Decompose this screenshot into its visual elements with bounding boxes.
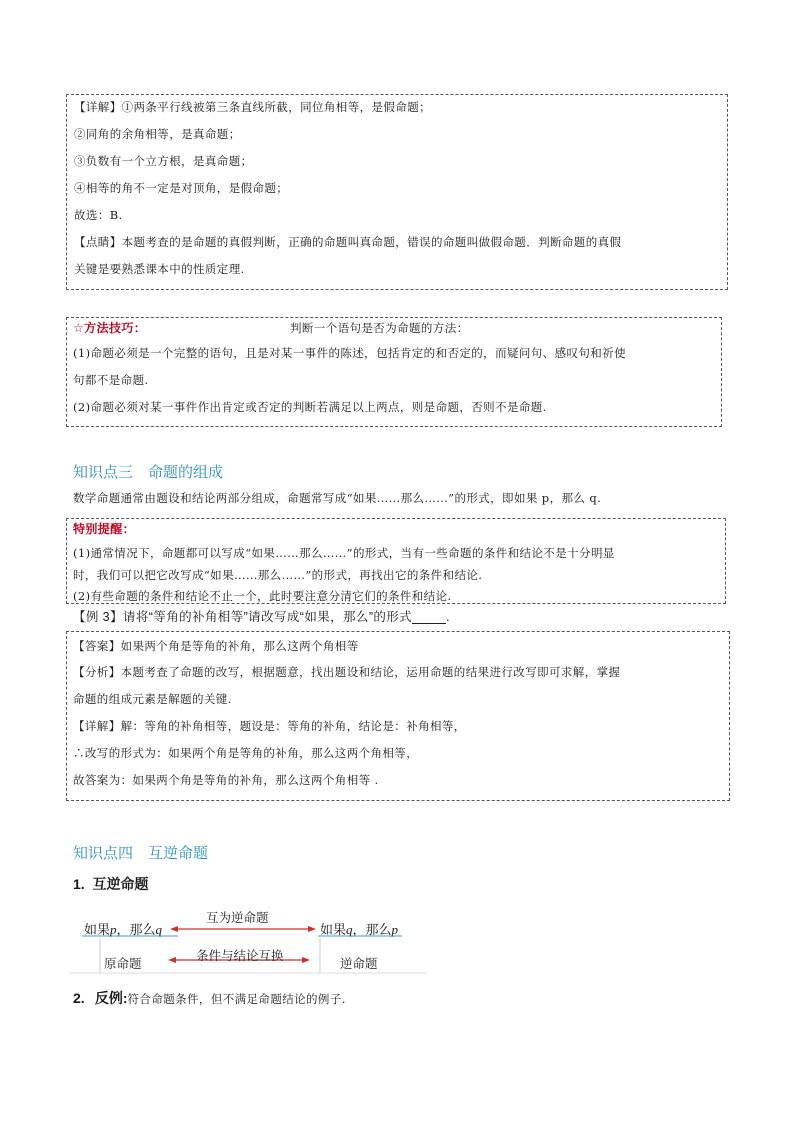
mutual-converse-label: 互为逆命题 <box>206 911 269 925</box>
detail-line-5: 故选：B. <box>74 208 123 222</box>
subsection-2-number: 2. <box>73 990 85 1006</box>
method-tips-line-1: (1)命题必须是一个完整的语句，且是对某一事件的陈述，包括肯定的和否定的，而疑问句、感叹句和祈使 <box>73 346 626 360</box>
right-var-p: p <box>391 922 399 937</box>
converse-proposition-diagram <box>70 902 426 974</box>
method-tips-line-2: 句都不是命题. <box>73 373 149 387</box>
right-if: 如果 <box>320 922 347 937</box>
example-3-end: . <box>446 610 450 624</box>
detail-line-1: 【详解】①两条平行线被第三条直线所截，同位角相等，是假命题； <box>74 100 431 114</box>
special-reminder-line-3: (2)有些命题的条件和结论不止一个，此时要注意分清它们的条件和结论. <box>73 589 452 603</box>
special-reminder-line-1: (1)通常情况下，命题都可以写成“如果……那么……”的形式，当有一些命题的条件和结论不是十分明显 <box>73 546 615 560</box>
left-var-q: q <box>155 922 163 937</box>
answer-line-1: 【答案】如果两个角是等角的补角，那么这两个角相等 <box>73 639 359 653</box>
detail-line-6: 【点睛】本题考查的是命题的真假判断，正确的命题叫真命题，错误的命题叫做假命题．判断命题的真假 <box>74 235 622 249</box>
section-3-text: 数学命题通常由题设和结论两部分组成，命题常写成“如果……那么……”的形式，即如果 p，那么 q. <box>73 491 602 505</box>
example-3-text: 【例 3】请将“等角的补角相等”请改写成“如果，那么”的形式 <box>73 610 413 624</box>
section-4-heading: 知识点四 互逆命题 <box>73 845 209 862</box>
swap-label: 条件与结论互换 <box>196 949 284 963</box>
right-var-q: q <box>346 922 353 937</box>
answer-line-4: 【详解】解：等角的补角相等，题设是：等角的补角，结论是：补角相等， <box>73 719 466 733</box>
subsection-2 <box>73 988 346 1008</box>
method-tips-title: 判断一个语句是否为命题的方法： <box>290 321 469 335</box>
original-proposition-expression <box>84 919 162 938</box>
answer-line-6: 故答案为：如果两个角是等角的补角，那么这两个角相等 . <box>73 773 379 787</box>
left-var-p: p <box>110 922 117 937</box>
subsection-2-text: 符合命题条件，但不满足命题结论的例子. <box>127 992 346 1006</box>
subsection-2-label: 反例: <box>94 990 128 1006</box>
method-tips-line-3: (2)命题必须对某一事件作出肯定或否定的判断若满足以上两点，则是命题，否则不是命题. <box>73 400 547 414</box>
section-3-heading: 知识点三 命题的组成 <box>73 464 224 481</box>
answer-line-2: 【分析】本题考查了命题的改写，根据题意，找出题设和结论，运用命题的结果进行改写即可求解，掌握 <box>73 665 621 679</box>
converse-proposition-expression <box>320 919 398 938</box>
subsection-1-title <box>73 874 148 894</box>
right-then: ，那么 <box>352 922 392 937</box>
detail-line-2: ②同角的余角相等，是真命题； <box>74 127 241 141</box>
subsection-1-number: 1. <box>73 876 85 892</box>
example-3-question <box>73 610 450 624</box>
detail-line-7: 关键是要熟悉课本中的性质定理. <box>74 262 245 276</box>
left-if: 如果 <box>84 922 111 937</box>
answer-line-5: ∴改写的形式为：如果两个角是等角的补角，那么这两个角相等， <box>73 746 419 760</box>
left-then: ，那么 <box>116 922 156 937</box>
detail-line-3: ③负数有一个立方根，是真命题； <box>74 154 253 168</box>
top-double-arrow <box>170 926 316 932</box>
original-proposition-caption: 原命题 <box>104 957 142 971</box>
method-tips-label: ☆方法技巧： <box>73 321 147 335</box>
answer-blank <box>412 611 446 624</box>
subsection-1-label: 互逆命题 <box>92 876 149 892</box>
answer-line-3: 命题的组成元素是解题的关键. <box>73 692 232 706</box>
special-reminder-label: 特别提醒： <box>73 522 136 536</box>
converse-proposition-caption: 逆命题 <box>340 957 378 971</box>
special-reminder-line-2: 时，我们可以把它改写成“如果……那么……”的形式，再找出它的条件和结论. <box>73 568 483 582</box>
detail-line-4: ④相等的角不一定是对顶角，是假命题； <box>74 181 289 195</box>
